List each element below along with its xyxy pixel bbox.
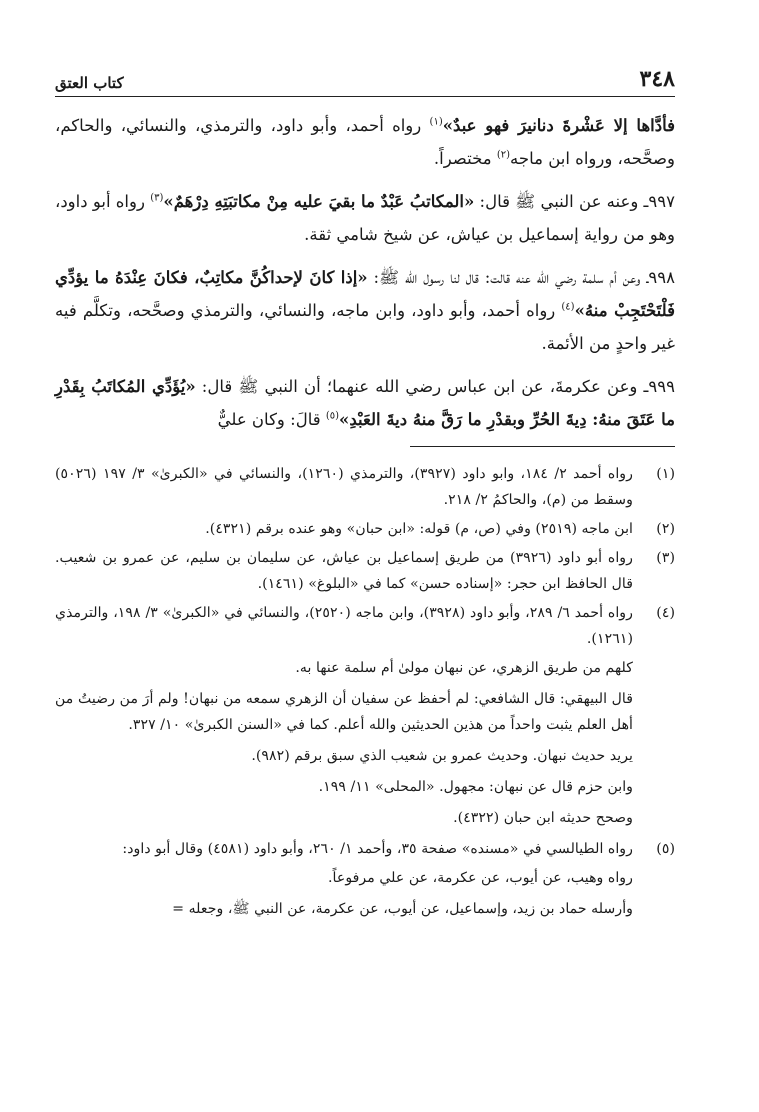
footnote-number: (٣)	[656, 550, 675, 566]
footnote-4-sub: يريد حديث نبهان. وحديث عمرو بن شعيب الذي سبق برقم (٩٨٢).	[251, 748, 633, 764]
main-text	[55, 109, 675, 436]
footnote-3	[55, 545, 675, 597]
hadith-999	[55, 370, 675, 436]
hadith-commentary: رواه أبو داود، وهو من رواية إسماعيل بن عياش، عن شيخ شامي ثقة.	[55, 192, 675, 244]
footnote-2	[55, 516, 675, 542]
footnote-5-sub: رواه وهيب، عن أيوب، عن عكرمة، عن علي مرفوعاً.	[328, 870, 633, 886]
footnote-4	[55, 600, 675, 652]
page-header	[55, 58, 675, 97]
paragraph-text: مختصراً.	[433, 149, 497, 168]
footnote-4-sub: وصحح حديثه ابن حبان (٤٣٢٢).	[453, 810, 633, 826]
page-number: ٣٤٨	[639, 66, 675, 92]
hadith-intro: ٩٩٨ـ وعن أم سلمة رضي الله عنه قالت: قال لنا رسول الله ﷺ:	[367, 268, 675, 287]
footnote-ref: (٣)	[150, 192, 164, 204]
hadith-quote: «يُؤَدِّي المُكاتَبُ بِقَدْرِ ما عَتَقَ منهُ: دِيةَ الحُرِّ وبقدْرِ ما رَقَّ منهُ ديةَ العَبْدِ»	[55, 377, 675, 429]
footnote-separator	[410, 446, 675, 447]
footnote-ref: (٥)	[325, 410, 340, 422]
footnote-4-sub: كلهم من طريق الزهري، عن نبهان مولىٰ أم سلمة عنها به.	[295, 660, 633, 676]
hadith-commentary: رواه أحمد، وأبو داود، وابن ماجه، والنسائي، والترمذي وصحَّحه، وتكلَّم فيه غير واحدٍ من الأئمة.	[55, 301, 675, 353]
footnote-number: (٤)	[656, 605, 675, 621]
running-title: كتاب العتق	[55, 74, 124, 92]
footnote-number: (٥)	[656, 841, 675, 857]
hadith-quote: فأدَّاها إلا عَشْرةَ دنانيرَ فهو عبدٌ»	[442, 116, 675, 135]
footnote-ref: (١)	[429, 116, 443, 128]
footnote-5	[55, 836, 675, 862]
footnote-text: رواه أبو داود (٣٩٢٦) من طريق إسماعيل بن عياش، عن سليمان بن سليم، عن عمرو بن شعيب. قال الحافظ ابن حجر: «إسناده حسن» كما في «البلوغ» (١٤٦١).	[55, 550, 633, 592]
footnote-5-sub: وأرسله حماد بن زيد، وإسماعيل، عن أيوب، عن عكرمة، عن النبي ﷺ، وجعله =	[172, 901, 633, 917]
hadith-intro: ٩٩٩ـ وعن عكرمةَ، عن ابن عباس رضي الله عنهما؛ أن النبي ﷺ قال:	[195, 377, 675, 396]
footnote-ref: (٢)	[496, 149, 511, 161]
footnote-text: ابن ماجه (٢٥١٩) وفي (ص، م) قوله: «ابن حبان» وهو عنده برقم (٤٣٢١).	[205, 521, 633, 537]
footnote-ref: (٤)	[561, 301, 575, 313]
footnote-4-sub: قال البيهقي: قال الشافعي: لم أحفظ عن سفيان أن الزهري سمعه من نبهان! ولم أرَ من رضيتُ من أهل العلم يثبت واحداً من هذين الحديثين والله أعلم. كما في «السنن الكبرىٰ» ١٠/ ٣٢٧.	[55, 691, 633, 733]
footnote-text: رواه الطيالسي في «مسنده» صفحة ٣٥، وأحمد ١/ ٢٦٠، وأبو داود (٤٥٨١) وقال أبو داود:	[122, 841, 633, 857]
footnote-number: (٢)	[656, 521, 675, 537]
hadith-998	[55, 261, 675, 360]
paragraph-text: رواه أحمد، وأبو داود، والترمذي، والنسائي، والحاكم، وصحَّحه، ورواه ابن ماجه	[55, 116, 675, 168]
paragraph-continuation	[55, 109, 675, 175]
hadith-intro: ٩٩٧ـ وعنه عن النبي ﷺ قال:	[474, 192, 675, 211]
footnotes	[55, 461, 675, 922]
hadith-997	[55, 185, 675, 251]
hadith-quote: «المكاتبُ عَبْدٌ ما بقيَ عليه مِنْ مكاتبَتِهِ دِرْهَمٌ»	[163, 192, 475, 211]
document-page	[55, 58, 675, 927]
hadith-commentary: قالَ: وكان عليٌّ	[217, 410, 326, 429]
hadith-quote: «إذا كانَ لإحداكُنَّ مكاتِبٌ، فكانَ عِنْدَهُ ما يؤدِّي فَلْتَحْتَجِبْ منهُ»	[55, 268, 675, 320]
footnote-number: (١)	[656, 466, 675, 482]
footnote-4-sub: وابن حزم قال عن نبهان: مجهول. «المحلى» ١١/ ١٩٩.	[318, 779, 633, 795]
footnote-1	[55, 461, 675, 513]
footnote-text: رواه أحمد ٦/ ٢٨٩، وأبو داود (٣٩٢٨)، وابن ماجه (٢٥٢٠)، والنسائي في «الكبرىٰ» ٣/ ١٩٨، والترمذي (١٢٦١).	[55, 605, 633, 647]
footnote-text: رواه أحمد ٢/ ١٨٤، وابو داود (٣٩٢٧)، والترمذي (١٢٦٠)، والنسائي في «الكبرىٰ» ٣/ ١٩٧ (٥٠٢٦) وسقط من (م)، والحاكمُ ٢/ ٢١٨.	[55, 466, 633, 508]
